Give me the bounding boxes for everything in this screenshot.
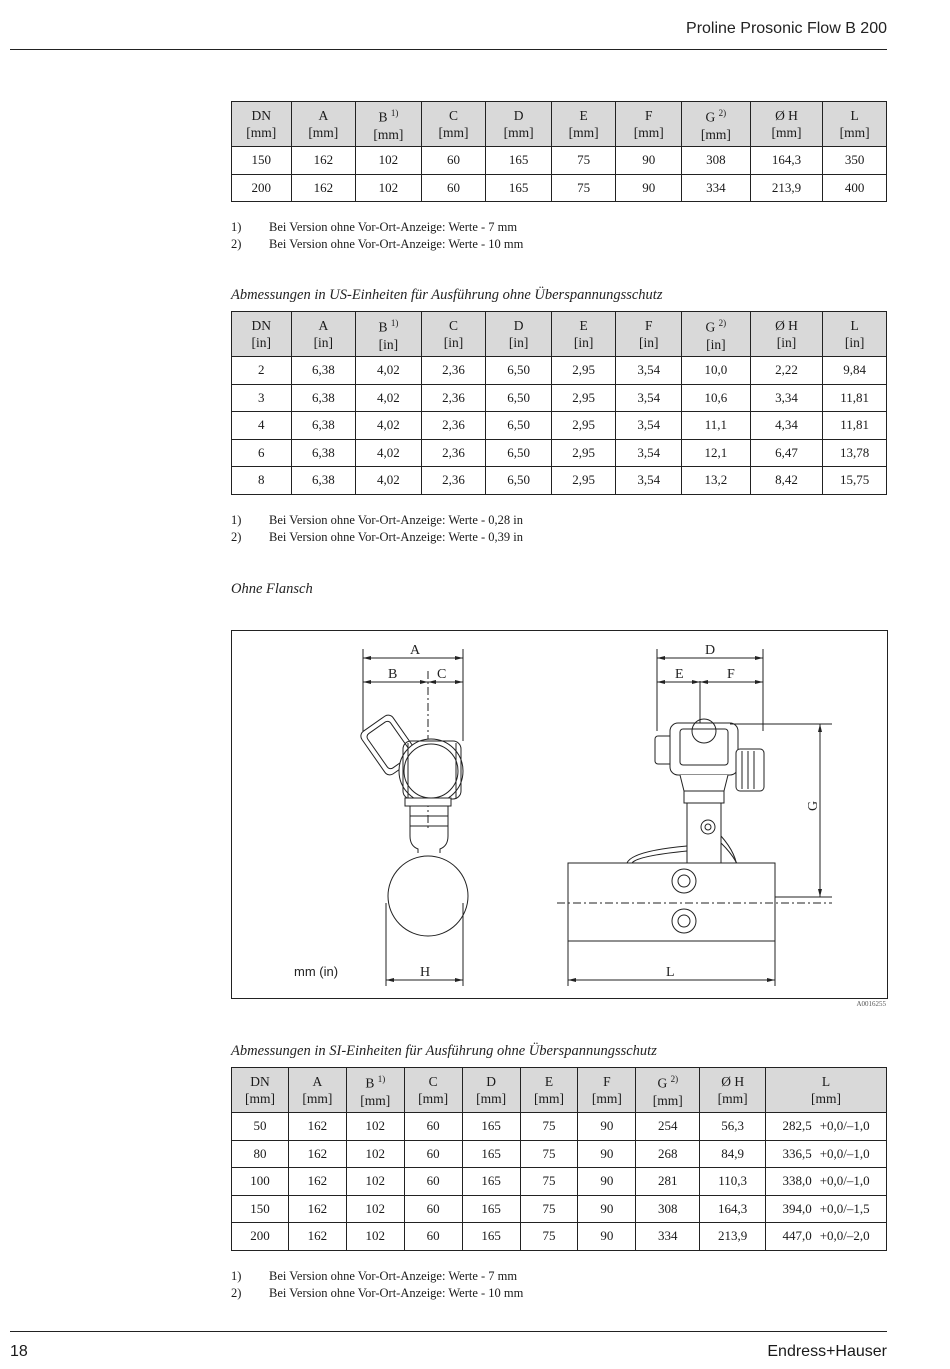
table-cell: 282,5 +0,0/–1,0 xyxy=(766,1113,887,1141)
table-cell: 3,34 xyxy=(750,384,823,412)
table-cell: 162 xyxy=(291,174,356,202)
column-header: L [in] xyxy=(823,312,887,357)
label-g: G xyxy=(806,800,821,811)
label-e: E xyxy=(675,667,684,682)
footnote: 2) Bei Version ohne Vor-Ort-Anzeige: Werte - 0,39 in xyxy=(231,530,524,544)
footnote-marker: 2) xyxy=(718,108,727,119)
table-cell: 75 xyxy=(520,1195,578,1223)
table-cell: 338,0 +0,0/–1,0 xyxy=(766,1168,887,1196)
column-header: DN [mm] xyxy=(232,102,292,147)
table-cell: 2,22 xyxy=(750,357,823,385)
table-cell: 308 xyxy=(636,1195,700,1223)
table-cell: 447,0 +0,0/–2,0 xyxy=(766,1223,887,1251)
table-cell: 165 xyxy=(462,1223,520,1251)
table-cell: 6,38 xyxy=(291,384,356,412)
table-cell: 334 xyxy=(682,174,751,202)
table-cell: 2 xyxy=(232,357,292,385)
footnote: 2) Bei Version ohne Vor-Ort-Anzeige: Werte - 10 mm xyxy=(231,1286,524,1300)
table-cell: 2,95 xyxy=(551,467,616,495)
footnotes-table3 xyxy=(231,1268,523,1302)
column-header: L [mm] xyxy=(766,1068,887,1113)
pipe xyxy=(568,863,775,941)
table-cell: 8 xyxy=(232,467,292,495)
table-cell: 165 xyxy=(486,147,552,175)
column-header: B $^{1)}$ [mm] xyxy=(346,1068,404,1113)
column-header: D [in] xyxy=(486,312,552,357)
table-cell: 4,02 xyxy=(356,384,422,412)
column-header: Ø H [in] xyxy=(750,312,823,357)
column-header: Ø H [mm] xyxy=(700,1068,766,1113)
table-cell: 3,54 xyxy=(616,439,682,467)
header-title: Proline Prosonic Flow B 200 xyxy=(686,20,887,37)
table-row xyxy=(232,1195,887,1223)
table-cell: 75 xyxy=(520,1223,578,1251)
table-cell: 165 xyxy=(462,1140,520,1168)
footnote: 1) Bei Version ohne Vor-Ort-Anzeige: Werte - 7 mm xyxy=(231,220,518,234)
column-header: E [in] xyxy=(551,312,616,357)
column-header: G $^{2)}$ [mm] xyxy=(636,1068,700,1113)
table-cell: 102 xyxy=(346,1168,404,1196)
table-cell: 60 xyxy=(404,1168,462,1196)
table-cell: 6,50 xyxy=(486,439,552,467)
table-cell: 110,3 xyxy=(700,1168,766,1196)
table-cell: 394,0 +0,0/–1,5 xyxy=(766,1195,887,1223)
column-header: E [mm] xyxy=(551,102,616,147)
table-cell: 162 xyxy=(288,1113,346,1141)
table-cell: 3,54 xyxy=(616,384,682,412)
table-cell: 12,1 xyxy=(682,439,751,467)
label-l: L xyxy=(666,965,675,980)
table-cell: 56,3 xyxy=(700,1113,766,1141)
table-cell: 165 xyxy=(462,1168,520,1196)
table-cell: 75 xyxy=(551,147,616,175)
column-header: E [mm] xyxy=(520,1068,578,1113)
table-cell: 13,78 xyxy=(823,439,887,467)
column-header: C [mm] xyxy=(404,1068,462,1113)
table-cell: 75 xyxy=(551,174,616,202)
table-cell: 6,50 xyxy=(486,467,552,495)
table-row xyxy=(232,1168,887,1196)
table-cell: 150 xyxy=(232,1195,289,1223)
table-cell: 162 xyxy=(288,1223,346,1251)
table-row xyxy=(232,357,887,385)
table-cell: 75 xyxy=(520,1140,578,1168)
table-cell: 162 xyxy=(288,1168,346,1196)
table-cell: 2,95 xyxy=(551,439,616,467)
transducer-1 xyxy=(672,869,696,893)
brand-name: Endress+Hauser xyxy=(767,1343,887,1360)
table-si-150-200 xyxy=(231,101,887,202)
table-cell: 50 xyxy=(232,1113,289,1141)
table-cell: 164,3 xyxy=(750,147,823,175)
column-header: Ø H [mm] xyxy=(750,102,823,147)
table-cell: 254 xyxy=(636,1113,700,1141)
table-cell: 165 xyxy=(462,1195,520,1223)
footnote: 1) Bei Version ohne Vor-Ort-Anzeige: Werte - 0,28 in xyxy=(231,513,524,527)
table-cell: 10,0 xyxy=(682,357,751,385)
table-cell: 2,36 xyxy=(421,467,486,495)
label-unit: mm (in) xyxy=(294,964,339,979)
label-b: B xyxy=(388,667,398,682)
caption-us-units: Abmessungen in US-Einheiten für Ausführung ohne Überspannungsschutz xyxy=(231,287,663,303)
label-c: C xyxy=(437,667,447,682)
table-cell: 60 xyxy=(404,1195,462,1223)
column-header: C [in] xyxy=(421,312,486,357)
table-cell: 90 xyxy=(578,1195,636,1223)
column-header: A [in] xyxy=(291,312,356,357)
table-us-units xyxy=(231,311,887,495)
label-a: A xyxy=(410,643,421,658)
column-header: F [mm] xyxy=(616,102,682,147)
table-header-row xyxy=(232,1068,887,1113)
table-cell: 162 xyxy=(291,147,356,175)
column-header: B $^{1)}$ [in] xyxy=(356,312,422,357)
table-cell: 11,1 xyxy=(682,412,751,440)
table-row xyxy=(232,384,887,412)
table-cell: 102 xyxy=(346,1140,404,1168)
table-cell: 2,36 xyxy=(421,384,486,412)
table-cell: 102 xyxy=(356,147,422,175)
table-cell: 75 xyxy=(520,1113,578,1141)
column-header: B $^{1)}$ [mm] xyxy=(356,102,422,147)
column-header: DN [in] xyxy=(232,312,292,357)
footnotes-table1 xyxy=(231,219,523,253)
table-cell: 11,81 xyxy=(823,384,887,412)
table-cell: 2,95 xyxy=(551,357,616,385)
table-cell: 80 xyxy=(232,1140,289,1168)
table-cell: 90 xyxy=(578,1168,636,1196)
footnote: 1) Bei Version ohne Vor-Ort-Anzeige: Werte - 7 mm xyxy=(231,1269,518,1283)
table-cell: 11,81 xyxy=(823,412,887,440)
table-cell: 165 xyxy=(486,174,552,202)
dimension-drawing xyxy=(231,630,888,999)
column-header: A [mm] xyxy=(288,1068,346,1113)
table-row xyxy=(232,147,887,175)
table-cell: 2,36 xyxy=(421,412,486,440)
caption-si-units: Abmessungen in SI-Einheiten für Ausführung ohne Überspannungsschutz xyxy=(231,1043,657,1059)
article-id: A0016255 xyxy=(856,1000,886,1008)
table-cell: 213,9 xyxy=(700,1223,766,1251)
table-cell: 6,38 xyxy=(291,439,356,467)
table-row xyxy=(232,1140,887,1168)
page-number: 18 xyxy=(10,1343,28,1360)
table-row xyxy=(232,412,887,440)
table-cell: 164,3 xyxy=(700,1195,766,1223)
table-cell: 100 xyxy=(232,1168,289,1196)
table-cell: 3 xyxy=(232,384,292,412)
table-cell: 162 xyxy=(288,1140,346,1168)
table-cell: 6,38 xyxy=(291,467,356,495)
table-cell: 213,9 xyxy=(750,174,823,202)
table-header-row xyxy=(232,312,887,357)
table-header-row xyxy=(232,102,887,147)
header-rule xyxy=(10,49,887,50)
table-cell: 2,36 xyxy=(421,439,486,467)
table-cell: 102 xyxy=(356,174,422,202)
sensor-left xyxy=(388,806,468,936)
table-cell: 4,02 xyxy=(356,412,422,440)
table-cell: 60 xyxy=(404,1223,462,1251)
table-cell: 2,95 xyxy=(551,384,616,412)
table-cell: 10,6 xyxy=(682,384,751,412)
table-cell: 75 xyxy=(520,1168,578,1196)
footnote-marker: 1) xyxy=(390,108,399,119)
table-row xyxy=(232,1223,887,1251)
transducer-2 xyxy=(672,909,696,933)
table-cell: 400 xyxy=(823,174,887,202)
footnote-marker: 1) xyxy=(390,318,399,329)
table-row xyxy=(232,439,887,467)
table-cell: 84,9 xyxy=(700,1140,766,1168)
table-cell: 4,02 xyxy=(356,439,422,467)
table-cell: 8,42 xyxy=(750,467,823,495)
table-cell: 102 xyxy=(346,1223,404,1251)
table-cell: 4,02 xyxy=(356,467,422,495)
label-h: H xyxy=(420,965,431,980)
table-cell: 4,02 xyxy=(356,357,422,385)
table-cell: 2,95 xyxy=(551,412,616,440)
table-cell: 336,5 +0,0/–1,0 xyxy=(766,1140,887,1168)
table-cell: 60 xyxy=(421,174,486,202)
table-cell: 268 xyxy=(636,1140,700,1168)
table-cell: 13,2 xyxy=(682,467,751,495)
transmitter-right xyxy=(655,719,764,863)
column-header: A [mm] xyxy=(291,102,356,147)
table-cell: 165 xyxy=(462,1113,520,1141)
table-cell: 3,54 xyxy=(616,467,682,495)
table-cell: 3,54 xyxy=(616,357,682,385)
column-header: D [mm] xyxy=(486,102,552,147)
table-cell: 9,84 xyxy=(823,357,887,385)
table-cell: 281 xyxy=(636,1168,700,1196)
table-cell: 90 xyxy=(616,147,682,175)
table-cell: 60 xyxy=(404,1113,462,1141)
table-cell: 2,36 xyxy=(421,357,486,385)
table-cell: 4 xyxy=(232,412,292,440)
footnotes-table2 xyxy=(231,512,523,546)
column-header: F [mm] xyxy=(578,1068,636,1113)
table-cell: 90 xyxy=(578,1223,636,1251)
table-cell: 90 xyxy=(616,174,682,202)
table-cell: 60 xyxy=(421,147,486,175)
table-row xyxy=(232,174,887,202)
table-cell: 15,75 xyxy=(823,467,887,495)
footnote-marker: 1) xyxy=(377,1074,386,1085)
column-header: F [in] xyxy=(616,312,682,357)
table-cell: 4,34 xyxy=(750,412,823,440)
table-cell: 162 xyxy=(288,1195,346,1223)
table-cell: 200 xyxy=(232,174,292,202)
table-cell: 350 xyxy=(823,147,887,175)
table-cell: 150 xyxy=(232,147,292,175)
transmitter-left xyxy=(359,713,463,806)
label-d: D xyxy=(705,643,716,658)
caption-ohne-flansch: Ohne Flansch xyxy=(231,581,313,597)
table-row xyxy=(232,467,887,495)
label-f: F xyxy=(727,667,735,682)
footnote: 2) Bei Version ohne Vor-Ort-Anzeige: Werte - 10 mm xyxy=(231,237,524,251)
table-cell: 6,38 xyxy=(291,357,356,385)
column-header: L [mm] xyxy=(823,102,887,147)
table-row xyxy=(232,1113,887,1141)
table-cell: 90 xyxy=(578,1140,636,1168)
footer-rule xyxy=(10,1331,887,1332)
column-header: C [mm] xyxy=(421,102,486,147)
table-cell: 200 xyxy=(232,1223,289,1251)
table-cell: 6 xyxy=(232,439,292,467)
table-si-units xyxy=(231,1067,887,1251)
table-cell: 102 xyxy=(346,1195,404,1223)
table-cell: 308 xyxy=(682,147,751,175)
table-cell: 6,38 xyxy=(291,412,356,440)
table-cell: 3,54 xyxy=(616,412,682,440)
table-cell: 90 xyxy=(578,1113,636,1141)
table-cell: 6,47 xyxy=(750,439,823,467)
footnote-marker: 2) xyxy=(670,1074,679,1085)
table-cell: 6,50 xyxy=(486,357,552,385)
table-cell: 334 xyxy=(636,1223,700,1251)
footnote-marker: 2) xyxy=(718,318,727,329)
column-header: DN [mm] xyxy=(232,1068,289,1113)
column-header: G $^{2)}$ [in] xyxy=(682,312,751,357)
column-header: D [mm] xyxy=(462,1068,520,1113)
table-cell: 60 xyxy=(404,1140,462,1168)
table-cell: 6,50 xyxy=(486,412,552,440)
table-cell: 102 xyxy=(346,1113,404,1141)
column-header: G $^{2)}$ [mm] xyxy=(682,102,751,147)
table-cell: 6,50 xyxy=(486,384,552,412)
